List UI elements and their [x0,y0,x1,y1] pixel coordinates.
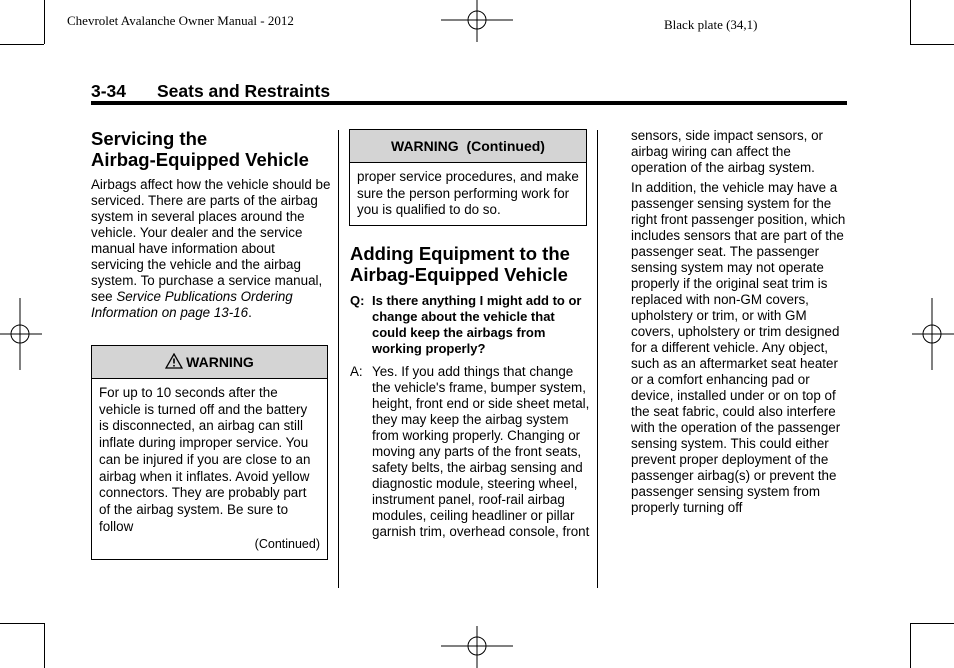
warning-title-bar [92,346,327,379]
answer-block [350,364,590,540]
column-divider [338,130,339,588]
registration-mark-icon [441,626,513,668]
column-2 [350,243,590,546]
heading-line: Airbag-Equipped Vehicle [91,149,309,170]
warning-text: For up to 10 seconds after the vehicle is turned off and the battery is disconnected, an airbag can still inflate during improper service. You can be injured if you are close to an airbag when it inflates. Avoid yellow connectors. They are probably part of the airbag system. Be sure to follow [99,385,311,534]
heading-adding-equipment [350,243,590,285]
warning-continued-text: proper service procedures, and make sure the person performing work for you is qualified to do so. [357,169,579,218]
running-header-title: Chevrolet Avalanche Owner Manual - 2012 [67,13,294,28]
crop-mark [910,44,954,45]
crop-mark [0,44,44,45]
column-divider [597,130,598,588]
col3-paragraph-2: In addition, the vehicle may have a passenger sensing system for the right front passenger position, which includes sensors that are part of the passenger seat. The passenger sensing system may not operate properly if the original seat trim is replaced with non-GM covers, upholstery or trim, or with GM covers, upholstery or trim designed for a different vehicle. Any object, such as an aftermarket seat heater or a comfort enhancing pad or device, installed under or on top of the seat fabric, could also interfere with the operation of the passenger sensing system. This could either prevent proper deployment of the passenger airbag(s) or prevent the passenger sensing system from properly turning off [631,180,846,515]
heading-line: Airbag-Equipped Vehicle [350,264,568,285]
crop-mark [44,0,45,44]
warning-body [92,379,327,557]
section-header [91,81,330,102]
crop-mark [0,623,44,624]
section-rule [91,101,847,105]
warning-triangle-icon [165,353,183,369]
question-label: Q: [350,293,365,308]
crop-mark [44,623,45,668]
col3-paragraph-1: sensors, side impact sensors, or airbag wiring can affect the operation of the airbag system. [631,128,824,175]
registration-mark-icon [0,298,42,370]
warning-continued-title: WARNING (Continued) [350,130,586,163]
continued-label: (Continued) [254,537,320,552]
column-1 [91,128,331,321]
question-block [350,293,590,357]
crop-mark [910,623,911,668]
heading-line: Adding Equipment to the [350,243,570,264]
crop-mark [910,0,911,44]
warning-title: WARNING [186,354,254,370]
servicing-paragraph [91,177,331,321]
heading-line: Servicing the [91,128,208,149]
column-3 [631,128,847,516]
registration-mark-icon [912,298,954,370]
question-text: Is there anything I might add to or change about the vehicle that could keep the airbags from working properly? [372,293,582,356]
running-header-plate: Black plate (34,1) [664,17,758,32]
page-number: 3-34 [91,81,127,101]
crop-mark [910,623,954,624]
answer-text: Yes. If you add things that change the vehicle's frame, bumper system, height, front end or side sheet metal, they may keep the airbag system from working properly. Changing or moving any parts of the front seats, safety belts, the airbag sensing and diagnostic module, steering wheel, instrument panel, roof-rail airbag modules, ceiling headliner or pillar garnish trim, overhead console, front [372,364,590,539]
registration-mark-icon [441,0,513,42]
answer-label: A: [350,364,363,379]
cross-reference-link[interactable]: Service Publications Ordering Information on page 13-16 [91,289,293,320]
section-title: Seats and Restraints [157,81,331,101]
heading-servicing [91,128,331,170]
warning-continued-box [349,129,587,226]
paragraph-text: Airbags affect how the vehicle should be serviced. There are parts of the airbag system in several places around the vehicle. Your dealer and the service manual have information about servicing the vehicle and the airbag system. To purchase a service manual, see [91,177,331,304]
paragraph-end: . [248,305,252,320]
warning-box [91,345,328,560]
